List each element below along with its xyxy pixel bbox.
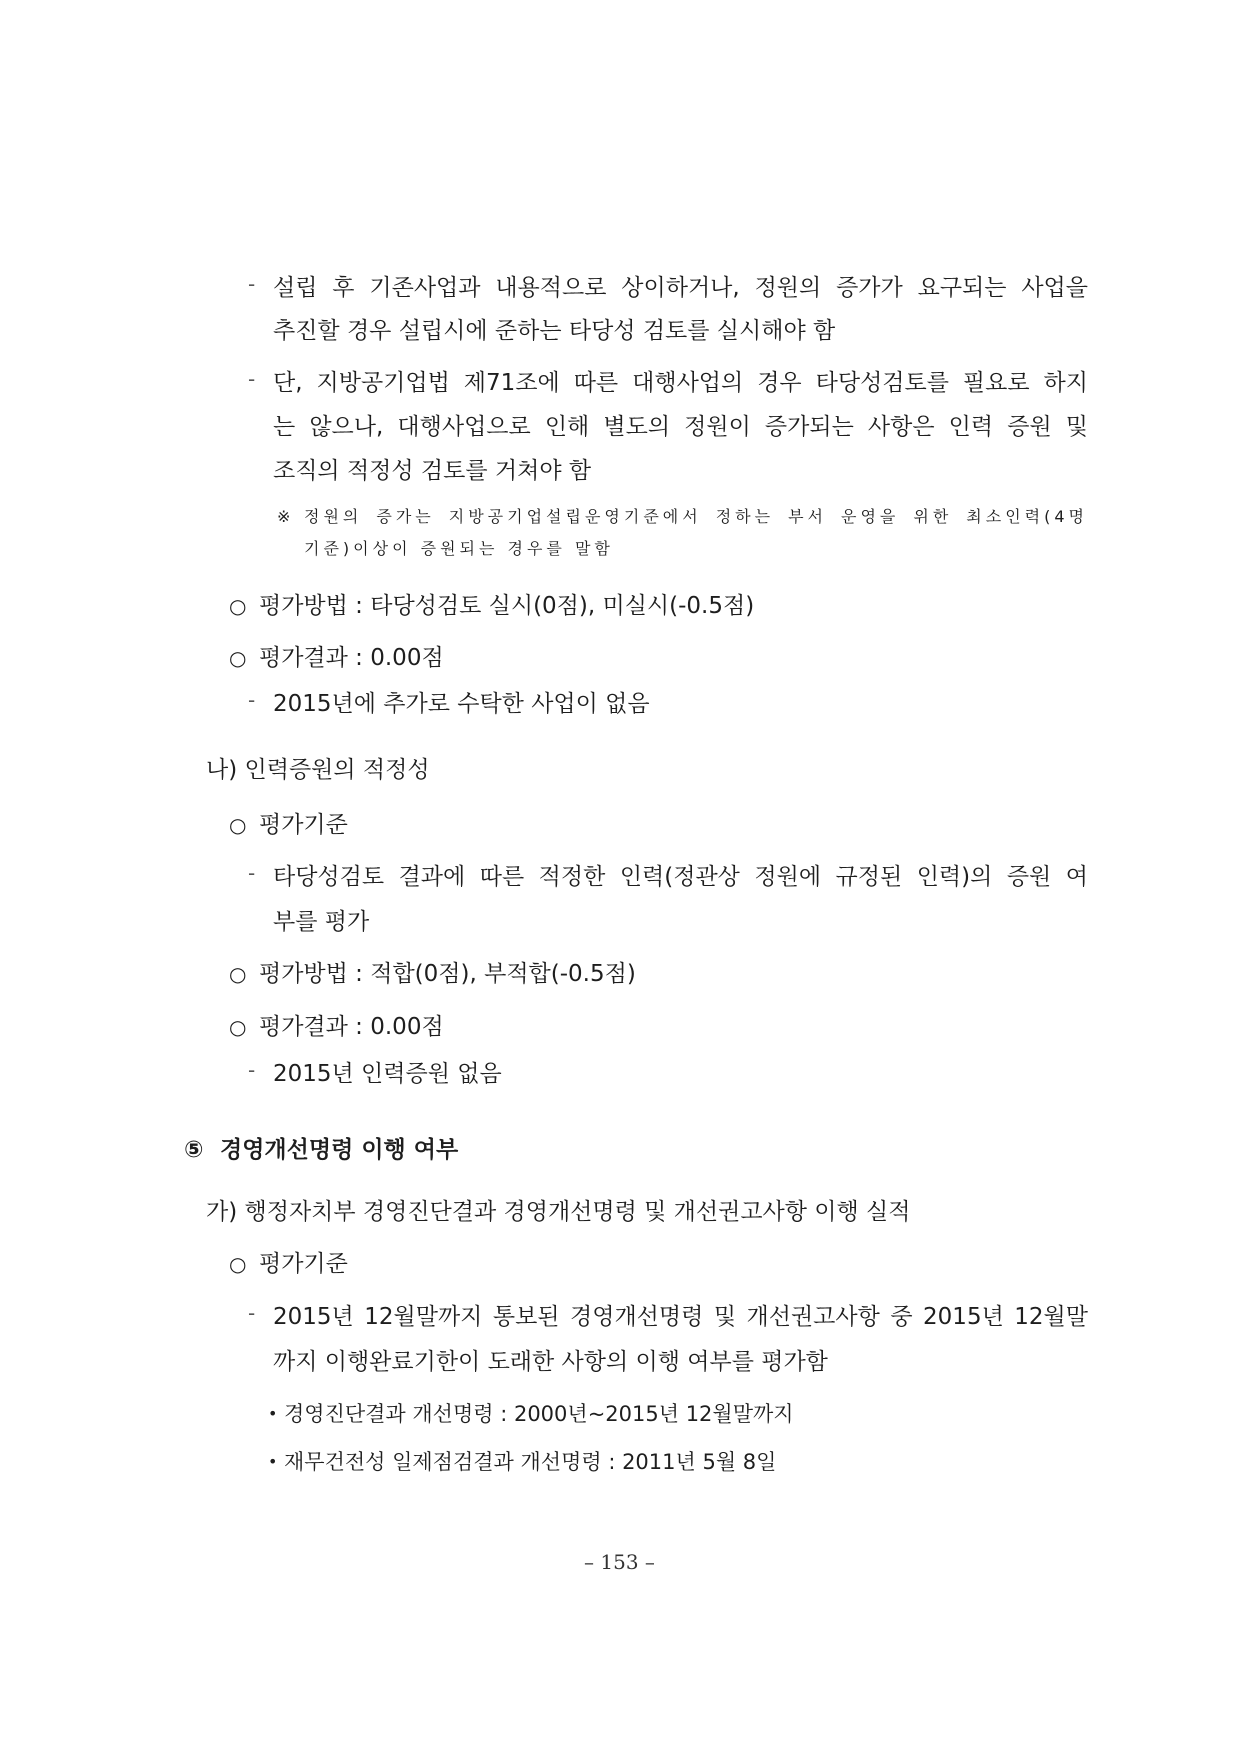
requirement-line: 조직의 적정성 검토를 거쳐야 함 (273, 458, 592, 484)
criteria-line: 2015년 12월말까지 통보된 경영개선명령 및 개선권고사항 중 2015년 12월말 (273, 1304, 1088, 1330)
bullet-marker: • (268, 1404, 278, 1423)
circle-marker: ○ (229, 646, 247, 670)
circle-marker: ○ (229, 1015, 247, 1039)
dash-marker: - (248, 272, 256, 296)
section-number: ⑤ (184, 1137, 204, 1163)
list-item: 재무건전성 일제점검결과 개선명령 : 2011년 5월 8일 (284, 1450, 777, 1474)
evaluation-result: 평가결과 : 0.00점 (259, 645, 444, 671)
criteria-line: 타당성검토 결과에 따른 적정한 인력(정관상 정원에 규정된 인력)의 증원 여 (273, 864, 1088, 890)
circle-marker: ○ (229, 1252, 247, 1276)
note-line: 정원의 증가는 지방공기업설립운영기준에서 정하는 부서 운영을 위한 최소인력(4명 (304, 507, 1088, 526)
dash-marker: - (248, 1058, 256, 1082)
requirement-line: 단, 지방공기업법 제71조에 따른 대행사업의 경우 타당성검토를 필요로 하지 (273, 370, 1088, 396)
note-line: 기준)이상이 증원되는 경우를 말함 (304, 539, 614, 558)
note-marker: ※ (277, 507, 291, 526)
evaluation-method: 평가방법 : 적합(0점), 부적합(-0.5점) (259, 961, 636, 987)
evaluation-method: 평가방법 : 타당성검토 실시(0점), 미실시(-0.5점) (259, 593, 755, 619)
circle-marker: ○ (229, 962, 247, 986)
criteria-line: 까지 이행완료기한이 도래한 사항의 이행 여부를 평가함 (273, 1349, 828, 1375)
evaluation-result: 평가결과 : 0.00점 (259, 1014, 444, 1040)
dash-marker: - (248, 688, 256, 712)
requirement-line: 는 않으나, 대행사업으로 인해 별도의 정원이 증가되는 사항은 인력 증원 및 (273, 414, 1088, 440)
list-item: 경영진단결과 개선명령 : 2000년~2015년 12월말까지 (284, 1402, 794, 1426)
section-title: 경영개선명령 이행 여부 (220, 1137, 459, 1163)
result-detail: 2015년에 추가로 수탁한 사업이 없음 (273, 691, 650, 717)
circle-marker: ○ (229, 594, 247, 618)
dash-marker: - (248, 367, 256, 391)
criteria-label: 평가기준 (259, 812, 348, 838)
bullet-marker: • (268, 1452, 278, 1471)
criteria-label: 평가기준 (259, 1251, 348, 1277)
requirement-line: 설립 후 기존사업과 내용적으로 상이하거나, 정원의 증가가 요구되는 사업을 (273, 275, 1088, 301)
criteria-line: 부를 평가 (273, 909, 370, 935)
circle-marker: ○ (229, 813, 247, 837)
result-detail: 2015년 인력증원 없음 (273, 1061, 502, 1087)
requirement-line: 추진할 경우 설립시에 준하는 타당성 검토를 실시해야 함 (273, 318, 836, 344)
dash-marker: - (248, 861, 256, 885)
subsection-heading: 나) 인력증원의 적정성 (206, 757, 430, 783)
subsection-heading: 가) 행정자치부 경영진단결과 경영개선명령 및 개선권고사항 이행 실적 (206, 1199, 911, 1225)
page-number: – 153 – (584, 1550, 655, 1574)
dash-marker: - (248, 1301, 256, 1325)
